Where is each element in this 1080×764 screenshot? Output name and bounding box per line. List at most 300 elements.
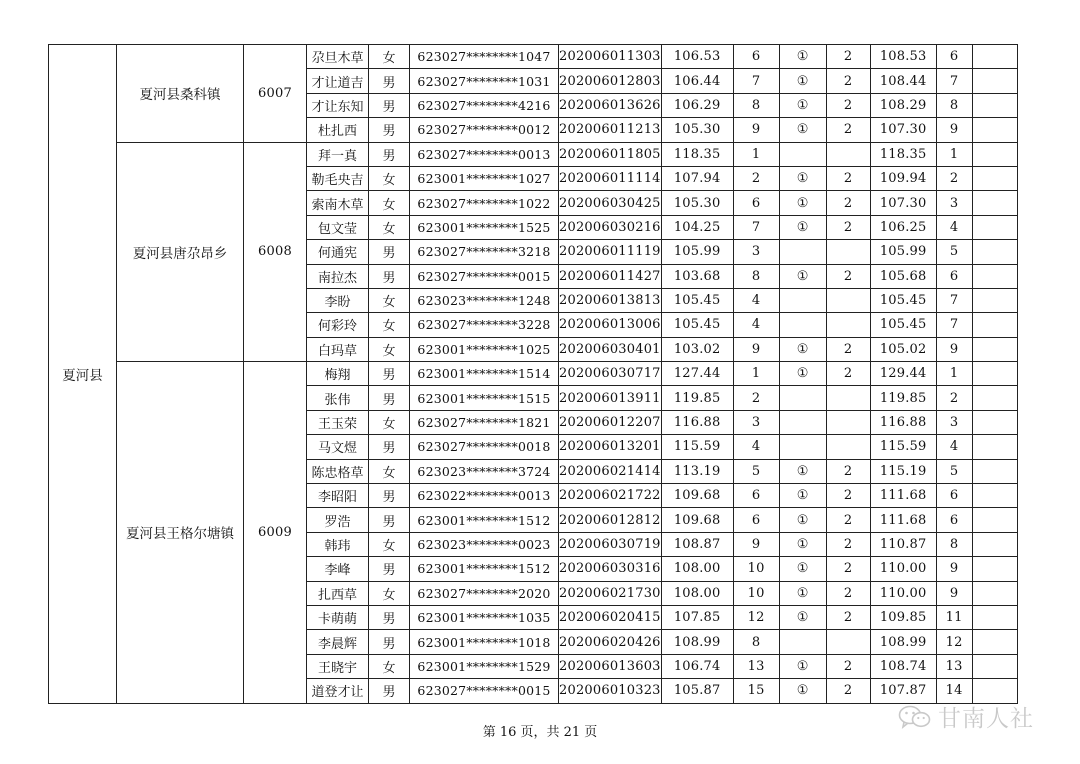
written-score-cell: 105.30 (661, 118, 733, 142)
name-cell: 杜扎西 (307, 118, 369, 142)
total-score-cell: 118.35 (870, 142, 936, 166)
bonus-mark-cell: ① (779, 679, 826, 703)
written-score-cell: 116.88 (661, 410, 733, 434)
name-cell: 索南木草 (307, 191, 369, 215)
gender-cell: 男 (369, 484, 410, 508)
name-cell: 何彩玲 (307, 313, 369, 337)
final-rank-cell: 2 (936, 386, 972, 410)
bonus-points-cell: 2 (826, 654, 870, 678)
name-cell: 马文煜 (307, 435, 369, 459)
final-rank-cell: 6 (936, 264, 972, 288)
final-rank-cell: 13 (936, 654, 972, 678)
final-rank-cell: 14 (936, 679, 972, 703)
total-score-cell: 105.45 (870, 288, 936, 312)
exam-number-cell: 202006011303 (559, 45, 662, 69)
gender-cell: 女 (369, 215, 410, 239)
bonus-mark-cell (779, 410, 826, 434)
written-score-cell: 127.44 (661, 362, 733, 386)
gender-cell: 女 (369, 191, 410, 215)
bonus-points-cell: 2 (826, 191, 870, 215)
exam-number-cell: 202006030401 (559, 337, 662, 361)
id-number-cell: 623027********0015 (410, 679, 559, 703)
bonus-points-cell (826, 313, 870, 337)
name-cell: 才让东知 (307, 93, 369, 117)
exam-number-cell: 202006011805 (559, 142, 662, 166)
bonus-points-cell: 2 (826, 484, 870, 508)
gender-cell: 女 (369, 654, 410, 678)
final-rank-cell: 8 (936, 532, 972, 556)
gender-cell: 女 (369, 166, 410, 190)
bonus-mark-cell (779, 386, 826, 410)
total-score-cell: 105.02 (870, 337, 936, 361)
name-cell: 勒毛央吉 (307, 166, 369, 190)
final-rank-cell: 6 (936, 484, 972, 508)
gender-cell: 女 (369, 313, 410, 337)
bonus-points-cell: 2 (826, 337, 870, 361)
bonus-points-cell (826, 142, 870, 166)
final-rank-cell: 9 (936, 557, 972, 581)
final-rank-cell: 7 (936, 69, 972, 93)
name-cell: 王玉荣 (307, 410, 369, 434)
total-score-cell: 108.44 (870, 69, 936, 93)
written-score-cell: 105.45 (661, 288, 733, 312)
remark-cell (972, 362, 1017, 386)
id-number-cell: 623027********3228 (410, 313, 559, 337)
rank-cell: 6 (733, 191, 779, 215)
bonus-mark-cell: ① (779, 215, 826, 239)
name-cell: 陈忠格草 (307, 459, 369, 483)
remark-cell (972, 484, 1017, 508)
name-cell: 才让道吉 (307, 69, 369, 93)
town-cell: 夏河县桑科镇 (117, 45, 244, 143)
gender-cell: 女 (369, 337, 410, 361)
gender-cell: 男 (369, 386, 410, 410)
name-cell: 王晓宇 (307, 654, 369, 678)
remark-cell (972, 508, 1017, 532)
name-cell: 包文莹 (307, 215, 369, 239)
final-rank-cell: 1 (936, 142, 972, 166)
remark-cell (972, 118, 1017, 142)
written-score-cell: 113.19 (661, 459, 733, 483)
bonus-mark-cell: ① (779, 264, 826, 288)
bonus-points-cell: 2 (826, 362, 870, 386)
exam-number-cell: 202006013603 (559, 654, 662, 678)
remark-cell (972, 215, 1017, 239)
bonus-points-cell: 2 (826, 532, 870, 556)
bonus-points-cell: 2 (826, 679, 870, 703)
id-number-cell: 623001********1512 (410, 557, 559, 581)
final-rank-cell: 5 (936, 459, 972, 483)
rank-cell: 4 (733, 288, 779, 312)
written-score-cell: 106.29 (661, 93, 733, 117)
rank-cell: 9 (733, 337, 779, 361)
table-row (49, 45, 1018, 69)
total-score-cell: 109.94 (870, 166, 936, 190)
written-score-cell: 115.59 (661, 435, 733, 459)
remark-cell (972, 557, 1017, 581)
total-score-cell: 110.00 (870, 581, 936, 605)
bonus-points-cell (826, 240, 870, 264)
exam-number-cell: 202006013911 (559, 386, 662, 410)
rank-cell: 1 (733, 362, 779, 386)
exam-number-cell: 202006012812 (559, 508, 662, 532)
bonus-points-cell (826, 410, 870, 434)
rank-cell: 9 (733, 118, 779, 142)
gender-cell: 男 (369, 93, 410, 117)
rank-cell: 4 (733, 313, 779, 337)
rank-cell: 3 (733, 240, 779, 264)
bonus-mark-cell (779, 240, 826, 264)
final-rank-cell: 3 (936, 191, 972, 215)
name-cell: 拜一真 (307, 142, 369, 166)
gender-cell: 男 (369, 630, 410, 654)
written-score-cell: 105.45 (661, 313, 733, 337)
remark-cell (972, 93, 1017, 117)
exam-number-cell: 202006020426 (559, 630, 662, 654)
position-code-cell: 6009 (244, 362, 307, 703)
written-score-cell: 107.94 (661, 166, 733, 190)
bonus-mark-cell: ① (779, 605, 826, 629)
page-footer: 第 16 页，共 21 页 (482, 725, 598, 740)
id-number-cell: 623027********1031 (410, 69, 559, 93)
final-rank-cell: 4 (936, 215, 972, 239)
gender-cell: 女 (369, 410, 410, 434)
rank-cell: 1 (733, 142, 779, 166)
remark-cell (972, 605, 1017, 629)
remark-cell (972, 288, 1017, 312)
bonus-mark-cell (779, 435, 826, 459)
name-cell: 何通宪 (307, 240, 369, 264)
final-rank-cell: 7 (936, 288, 972, 312)
table-row (49, 362, 1018, 386)
final-rank-cell: 1 (936, 362, 972, 386)
name-cell: 韩玮 (307, 532, 369, 556)
bonus-mark-cell: ① (779, 459, 826, 483)
bonus-mark-cell: ① (779, 508, 826, 532)
gender-cell: 男 (369, 264, 410, 288)
gender-cell: 男 (369, 557, 410, 581)
remark-cell (972, 142, 1017, 166)
id-number-cell: 623027********3218 (410, 240, 559, 264)
final-rank-cell: 9 (936, 118, 972, 142)
bonus-points-cell (826, 386, 870, 410)
exam-number-cell: 202006030719 (559, 532, 662, 556)
bonus-points-cell: 2 (826, 69, 870, 93)
exam-number-cell: 202006011119 (559, 240, 662, 264)
gender-cell: 男 (369, 240, 410, 264)
rank-cell: 8 (733, 93, 779, 117)
bonus-points-cell (826, 630, 870, 654)
bonus-points-cell: 2 (826, 605, 870, 629)
bonus-points-cell: 2 (826, 215, 870, 239)
gender-cell: 男 (369, 118, 410, 142)
exam-number-cell: 202006021414 (559, 459, 662, 483)
id-number-cell: 623001********1515 (410, 386, 559, 410)
exam-number-cell: 202006030717 (559, 362, 662, 386)
gender-cell: 男 (369, 142, 410, 166)
bonus-points-cell: 2 (826, 508, 870, 532)
exam-number-cell: 202006013813 (559, 288, 662, 312)
remark-cell (972, 69, 1017, 93)
final-rank-cell: 9 (936, 337, 972, 361)
watermark-text: 甘南人社 (938, 706, 1034, 732)
rank-cell: 7 (733, 215, 779, 239)
id-number-cell: 623027********1022 (410, 191, 559, 215)
results-table (48, 44, 1018, 704)
town-cell: 夏河县王格尔塘镇 (117, 362, 244, 703)
id-number-cell: 623001********1525 (410, 215, 559, 239)
written-score-cell: 108.87 (661, 532, 733, 556)
position-code-cell: 6007 (244, 45, 307, 143)
rank-cell: 6 (733, 484, 779, 508)
total-score-cell: 106.25 (870, 215, 936, 239)
final-rank-cell: 7 (936, 313, 972, 337)
name-cell: 道登才让 (307, 679, 369, 703)
id-number-cell: 623023********0023 (410, 532, 559, 556)
gender-cell: 男 (369, 605, 410, 629)
bonus-mark-cell: ① (779, 191, 826, 215)
name-cell: 扎西草 (307, 581, 369, 605)
written-score-cell: 105.99 (661, 240, 733, 264)
total-score-cell: 108.74 (870, 654, 936, 678)
bonus-mark-cell (779, 142, 826, 166)
remark-cell (972, 45, 1017, 69)
bonus-points-cell: 2 (826, 581, 870, 605)
county-cell: 夏河县 (49, 45, 117, 704)
exam-number-cell: 202006013626 (559, 93, 662, 117)
gender-cell: 女 (369, 532, 410, 556)
exam-number-cell: 202006013006 (559, 313, 662, 337)
bonus-mark-cell: ① (779, 93, 826, 117)
written-score-cell: 108.00 (661, 557, 733, 581)
remark-cell (972, 581, 1017, 605)
total-score-cell: 107.30 (870, 191, 936, 215)
id-number-cell: 623001********1529 (410, 654, 559, 678)
rank-cell: 12 (733, 605, 779, 629)
remark-cell (972, 532, 1017, 556)
id-number-cell: 623022********0013 (410, 484, 559, 508)
written-score-cell: 104.25 (661, 215, 733, 239)
total-score-cell: 115.59 (870, 435, 936, 459)
total-score-cell: 111.68 (870, 484, 936, 508)
total-score-cell: 105.68 (870, 264, 936, 288)
total-score-cell: 119.85 (870, 386, 936, 410)
id-number-cell: 623027********0012 (410, 118, 559, 142)
name-cell: 李昭阳 (307, 484, 369, 508)
name-cell: 李晨辉 (307, 630, 369, 654)
written-score-cell: 107.85 (661, 605, 733, 629)
exam-number-cell: 202006021722 (559, 484, 662, 508)
name-cell: 尕旦木草 (307, 45, 369, 69)
remark-cell (972, 191, 1017, 215)
remark-cell (972, 313, 1017, 337)
rank-cell: 8 (733, 264, 779, 288)
bonus-mark-cell: ① (779, 118, 826, 142)
written-score-cell: 106.74 (661, 654, 733, 678)
remark-cell (972, 459, 1017, 483)
remark-cell (972, 386, 1017, 410)
final-rank-cell: 11 (936, 605, 972, 629)
total-score-cell: 107.30 (870, 118, 936, 142)
rank-cell: 10 (733, 557, 779, 581)
name-cell: 白玛草 (307, 337, 369, 361)
bonus-points-cell: 2 (826, 557, 870, 581)
total-score-cell: 129.44 (870, 362, 936, 386)
exam-number-cell: 202006030216 (559, 215, 662, 239)
id-number-cell: 623001********1512 (410, 508, 559, 532)
gender-cell: 男 (369, 679, 410, 703)
rank-cell: 4 (733, 435, 779, 459)
id-number-cell: 623001********1027 (410, 166, 559, 190)
bonus-points-cell (826, 288, 870, 312)
rank-cell: 15 (733, 679, 779, 703)
rank-cell: 2 (733, 166, 779, 190)
id-number-cell: 623001********1018 (410, 630, 559, 654)
remark-cell (972, 410, 1017, 434)
id-number-cell: 623001********1035 (410, 605, 559, 629)
final-rank-cell: 9 (936, 581, 972, 605)
gender-cell: 女 (369, 45, 410, 69)
written-score-cell: 109.68 (661, 508, 733, 532)
exam-number-cell: 202006011114 (559, 166, 662, 190)
name-cell: 李峰 (307, 557, 369, 581)
total-score-cell: 116.88 (870, 410, 936, 434)
remark-cell (972, 654, 1017, 678)
total-score-cell: 110.00 (870, 557, 936, 581)
total-score-cell: 105.45 (870, 313, 936, 337)
id-number-cell: 623027********4216 (410, 93, 559, 117)
final-rank-cell: 5 (936, 240, 972, 264)
total-score-cell: 115.19 (870, 459, 936, 483)
bonus-mark-cell: ① (779, 581, 826, 605)
table-row (49, 142, 1018, 166)
name-cell: 梅翔 (307, 362, 369, 386)
total-score-cell: 108.29 (870, 93, 936, 117)
name-cell: 罗浩 (307, 508, 369, 532)
total-score-cell: 105.99 (870, 240, 936, 264)
exam-number-cell: 202006020415 (559, 605, 662, 629)
remark-cell (972, 337, 1017, 361)
final-rank-cell: 6 (936, 45, 972, 69)
bonus-mark-cell: ① (779, 362, 826, 386)
id-number-cell: 623027********0013 (410, 142, 559, 166)
total-score-cell: 111.68 (870, 508, 936, 532)
bonus-mark-cell (779, 313, 826, 337)
bonus-mark-cell: ① (779, 654, 826, 678)
written-score-cell: 106.53 (661, 45, 733, 69)
bonus-points-cell: 2 (826, 93, 870, 117)
written-score-cell: 118.35 (661, 142, 733, 166)
town-cell: 夏河县唐尕昂乡 (117, 142, 244, 362)
exam-number-cell: 202006012803 (559, 69, 662, 93)
written-score-cell: 105.87 (661, 679, 733, 703)
written-score-cell: 108.99 (661, 630, 733, 654)
written-score-cell: 106.44 (661, 69, 733, 93)
name-cell: 卡萌萌 (307, 605, 369, 629)
rank-cell: 8 (733, 630, 779, 654)
remark-cell (972, 240, 1017, 264)
rank-cell: 7 (733, 69, 779, 93)
total-score-cell: 108.53 (870, 45, 936, 69)
written-score-cell: 119.85 (661, 386, 733, 410)
gender-cell: 男 (369, 69, 410, 93)
gender-cell: 女 (369, 581, 410, 605)
bonus-mark-cell (779, 288, 826, 312)
wechat-icon (898, 704, 932, 730)
exam-number-cell: 202006011213 (559, 118, 662, 142)
gender-cell: 女 (369, 288, 410, 312)
bonus-points-cell: 2 (826, 45, 870, 69)
name-cell: 李盼 (307, 288, 369, 312)
exam-number-cell: 202006030425 (559, 191, 662, 215)
name-cell: 张伟 (307, 386, 369, 410)
remark-cell (972, 166, 1017, 190)
final-rank-cell: 8 (936, 93, 972, 117)
exam-number-cell: 202006030316 (559, 557, 662, 581)
total-score-cell: 108.99 (870, 630, 936, 654)
id-number-cell: 623027********0018 (410, 435, 559, 459)
exam-number-cell: 202006010323 (559, 679, 662, 703)
rank-cell: 9 (733, 532, 779, 556)
bonus-points-cell: 2 (826, 166, 870, 190)
rank-cell: 2 (733, 386, 779, 410)
id-number-cell: 623027********0015 (410, 264, 559, 288)
bonus-points-cell: 2 (826, 264, 870, 288)
position-code-cell: 6008 (244, 142, 307, 362)
exam-number-cell: 202006011427 (559, 264, 662, 288)
rank-cell: 13 (733, 654, 779, 678)
bonus-mark-cell (779, 630, 826, 654)
gender-cell: 男 (369, 435, 410, 459)
rank-cell: 5 (733, 459, 779, 483)
final-rank-cell: 12 (936, 630, 972, 654)
id-number-cell: 623023********3724 (410, 459, 559, 483)
bonus-points-cell: 2 (826, 118, 870, 142)
bonus-mark-cell: ① (779, 337, 826, 361)
watermark (898, 700, 1034, 733)
rank-cell: 10 (733, 581, 779, 605)
bonus-mark-cell: ① (779, 557, 826, 581)
id-number-cell: 623001********1025 (410, 337, 559, 361)
name-cell: 南拉杰 (307, 264, 369, 288)
final-rank-cell: 2 (936, 166, 972, 190)
written-score-cell: 105.30 (661, 191, 733, 215)
written-score-cell: 103.68 (661, 264, 733, 288)
id-number-cell: 623027********1047 (410, 45, 559, 69)
bonus-mark-cell: ① (779, 69, 826, 93)
bonus-mark-cell: ① (779, 484, 826, 508)
rank-cell: 6 (733, 45, 779, 69)
id-number-cell: 623023********1248 (410, 288, 559, 312)
gender-cell: 男 (369, 362, 410, 386)
total-score-cell: 110.87 (870, 532, 936, 556)
id-number-cell: 623027********1821 (410, 410, 559, 434)
total-score-cell: 107.87 (870, 679, 936, 703)
id-number-cell: 623001********1514 (410, 362, 559, 386)
gender-cell: 男 (369, 508, 410, 532)
total-score-cell: 109.85 (870, 605, 936, 629)
bonus-points-cell: 2 (826, 459, 870, 483)
remark-cell (972, 264, 1017, 288)
id-number-cell: 623027********2020 (410, 581, 559, 605)
final-rank-cell: 3 (936, 410, 972, 434)
rank-cell: 3 (733, 410, 779, 434)
exam-number-cell: 202006012207 (559, 410, 662, 434)
exam-number-cell: 202006021730 (559, 581, 662, 605)
written-score-cell: 103.02 (661, 337, 733, 361)
written-score-cell: 109.68 (661, 484, 733, 508)
written-score-cell: 108.00 (661, 581, 733, 605)
